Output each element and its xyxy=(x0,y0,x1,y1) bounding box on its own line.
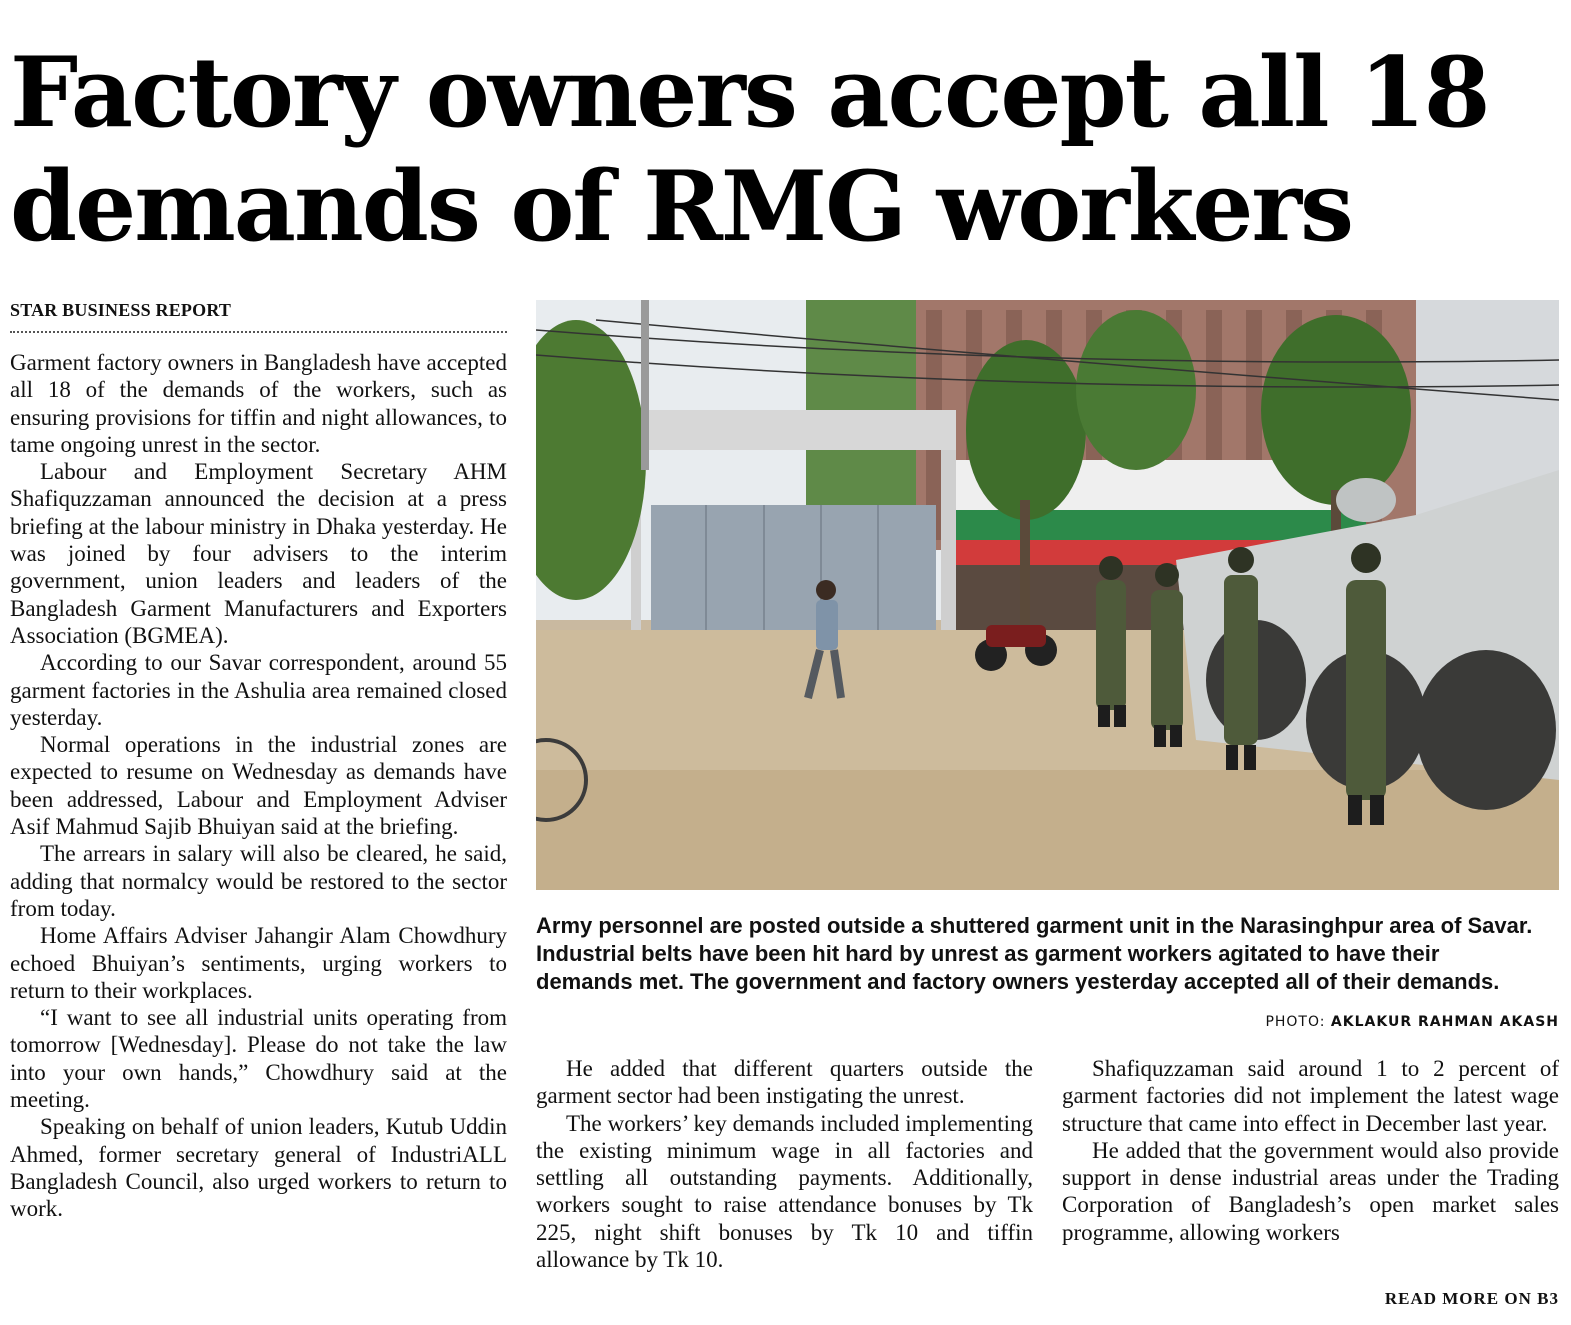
news-photo xyxy=(536,300,1559,890)
byline: STAR BUSINESS REPORT xyxy=(10,300,507,333)
article-column-3 xyxy=(1062,1055,1559,1246)
paragraph: Garment factory owners in Bangladesh have accepted all 18 of the demands of the workers, such as ensuring provisions for tiffin and night allowances, to tame ongoing unrest in the sector. xyxy=(10,350,507,457)
photo-credit-name: AKLAKUR RAHMAN AKASH xyxy=(1330,1014,1559,1030)
paragraph: Shafiquzzaman said around 1 to 2 percent of garment factories did not implement the latest wage structure that came into effect in December last year. xyxy=(1062,1056,1559,1136)
photo-caption: Army personnel are posted outside a shuttered garment unit in the Narasinghpur area of Savar. Industrial belts have been hit hard by unrest as garment workers agitated to have their demands met. The government and factory owners yesterday accepted all of their demands. xyxy=(536,913,1533,994)
paragraph: Labour and Employment Secretary AHM Shafiquzzaman announced the decision at a press briefing at the labour ministry in Dhaka yesterday. He was joined by four advisers to the interim government, union leaders and leaders of the Bangladesh Garment Manufacturers and Exporters Association (BGMEA). xyxy=(10,459,507,648)
headline: Factory owners accept all 18 demands of RMG workers xyxy=(10,36,1489,263)
photo-credit-label: PHOTO: xyxy=(1265,1014,1326,1030)
article-column-2 xyxy=(536,1055,1033,1273)
read-more-link[interactable]: READ MORE ON B3 xyxy=(1384,1289,1559,1308)
paragraph: Speaking on behalf of union leaders, Kutub Uddin Ahmed, former secretary general of IndustriALL Bangladesh Council, also urged workers to return to work. xyxy=(10,1114,507,1222)
paragraph: Home Affairs Adviser Jahangir Alam Chowdhury echoed Bhuiyan’s sentiments, urging workers to return to their workplaces. xyxy=(10,923,507,1003)
paragraph: The arrears in salary will also be cleared, he said, adding that normalcy would be restored to the sector from today. xyxy=(10,841,507,921)
paragraph: Normal operations in the industrial zones are expected to resume on Wednesday as demands have been addressed, Labour and Employment Adviser Asif Mahmud Sajib Bhuiyan said at the briefing. xyxy=(10,732,507,840)
paragraph: The workers’ key demands included implementing the existing minimum wage in all factories and settling all outstanding payments. Additionally, workers sought to raise attendance bonuses by Tk 225, night shift bonuses by Tk 10 and tiffin allowance by Tk 10. xyxy=(536,1110,1033,1273)
paragraph: According to our Savar correspondent, around 55 garment factories in the Ashulia area remained closed yesterday. xyxy=(10,650,507,730)
photo-credit xyxy=(1265,1014,1559,1030)
paragraph: He added that different quarters outside the garment sector had been instigating the unrest. xyxy=(536,1056,1033,1109)
paragraph: He added that the government would also provide support in dense industrial areas under the Trading Corporation of Bangladesh’s open market sales programme, allowing workers xyxy=(1062,1137,1559,1245)
article-column-1 xyxy=(10,349,507,1223)
paragraph: “I want to see all industrial units operating from tomorrow [Wednesday]. Please do not take the law into your own hands,” Chowdhury said at the meeting. xyxy=(10,1005,507,1113)
